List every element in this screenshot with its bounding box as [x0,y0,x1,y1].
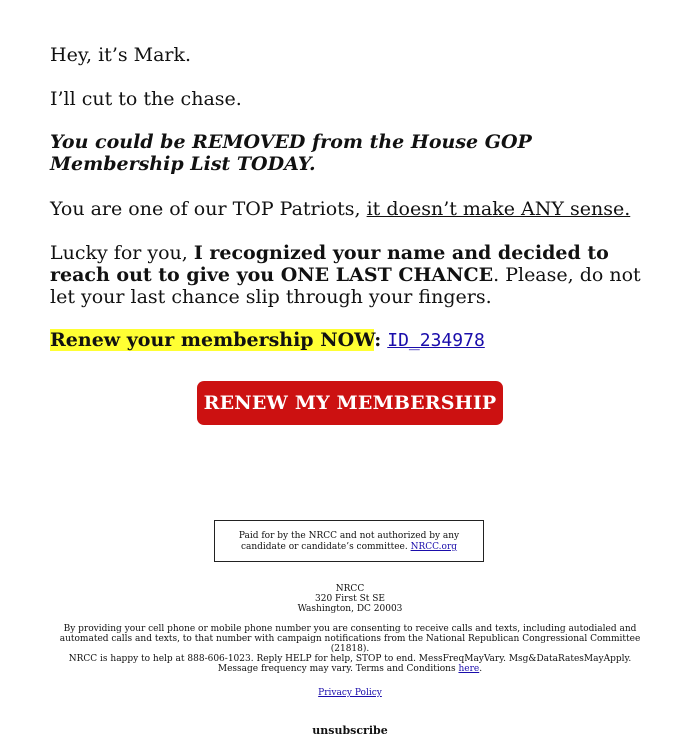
consent-text: By providing your cell phone or mobile phone number you are consenting to receive calls and texts, including autodialed and automated calls and texts, to that number with campaign notifications from the National Republican Congressional Committee (21818). [59,624,641,654]
renew-colon: : [374,329,382,351]
help-text-body: NRCC is happy to help at 888-606-1023. Reply HELP for help, STOP to end. MessFreqMayVary. Msg&DataRatesMayApply. Message frequency may vary. Terms and Conditions [68,654,632,674]
membership-id-link[interactable]: ID_234978 [387,330,485,351]
unsubscribe-link[interactable]: unsubscribe [312,724,388,737]
renew-line [50,329,485,352]
address-line1: 320 First St SE [315,594,385,604]
privacy-policy-row [0,688,700,698]
lucky-prefix: Lucky for you, [50,242,194,264]
lucky-bold: I recognized your name and decided to reach out to give you ONE LAST CHANCE [50,242,609,286]
intro-text: I’ll cut to the chase. [50,88,242,110]
nrcc-org-link[interactable]: NRCC.org [410,542,458,552]
lucky-text [50,242,650,308]
paid-for-disclaimer [214,520,484,562]
org-name: NRCC [335,584,365,594]
privacy-policy-link[interactable]: Privacy Policy [318,688,382,698]
patriots-text [50,198,630,220]
lucky-suffix: . Please, do not let your last chance slip through your fingers. [50,264,641,308]
patriots-prefix: You are one of our TOP Patriots, [50,198,367,220]
address-block [0,584,700,614]
paid-for-text: Paid for by the NRCC and not authorized by any candidate or candidate’s committee. [238,531,460,552]
renew-membership-button[interactable]: RENEW MY MEMBERSHIP [197,381,503,425]
patriots-underlined: it doesn’t make ANY sense. [366,198,631,220]
address-line2: Washington, DC 20003 [297,604,403,614]
greeting-text: Hey, it’s Mark. [50,44,192,66]
help-text [48,654,652,674]
warning-text: You could be REMOVED from the House GOP Membership List TODAY. [50,131,532,175]
renew-highlight: Renew your membership NOW [50,329,375,351]
help-text-end: . [479,664,483,674]
terms-here-link[interactable]: here [458,664,480,674]
